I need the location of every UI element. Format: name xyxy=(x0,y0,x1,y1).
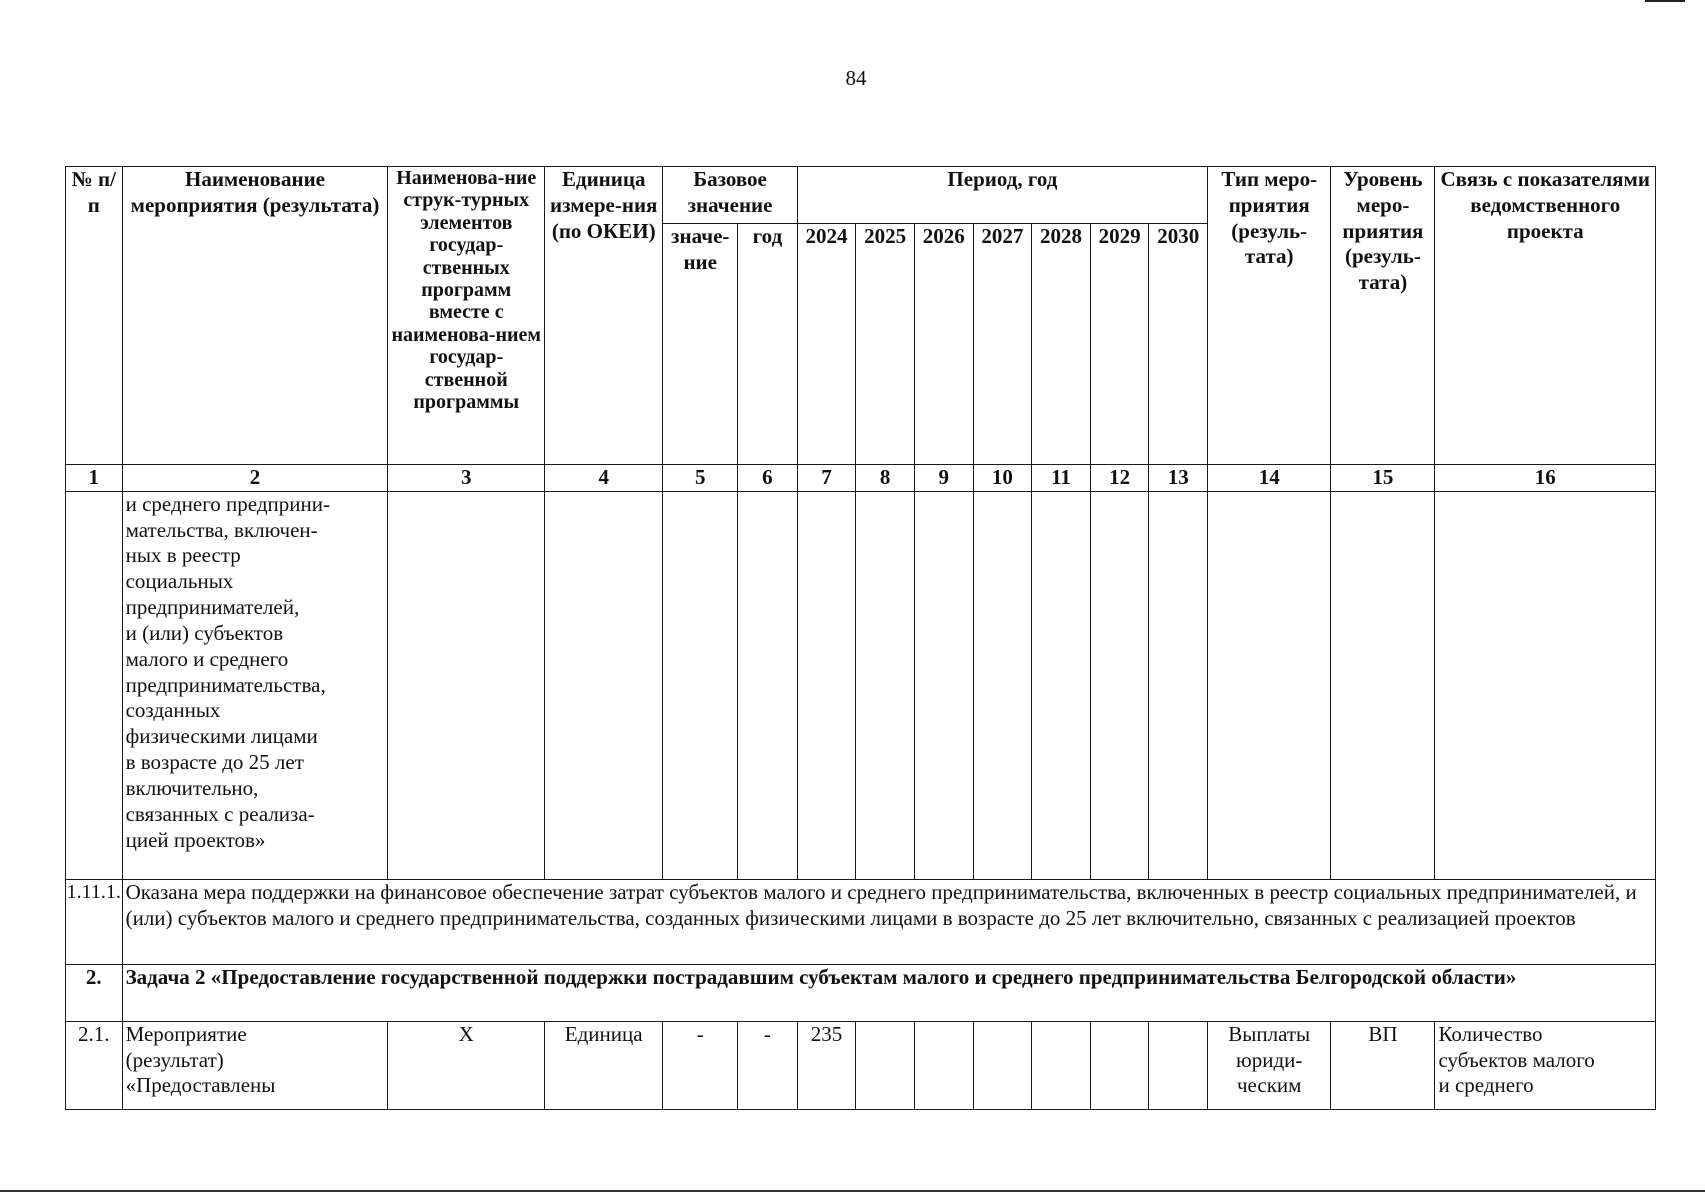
column-number: 6 xyxy=(738,465,798,492)
header-year-2029: 2029 xyxy=(1090,224,1149,465)
continuation-row xyxy=(66,491,1656,879)
row-task-2 xyxy=(66,964,1656,1021)
empty-cell xyxy=(663,491,738,879)
top-edge-mark xyxy=(1645,0,1685,2)
unit: Единица xyxy=(545,1021,663,1109)
row-text: Оказана мера поддержки на финансовое обеспечение затрат субъектов малого и среднего предпринимательства, включенных в реестр социальных предпринимателей, и (или) субъектов малого и среднего предпринимательства, созданных физическими лицами в возрасте до 25 лет включительно, связанных с реализацией проектов xyxy=(122,879,1655,964)
header-year-2025: 2025 xyxy=(856,224,915,465)
text-line: включительно, xyxy=(125,775,259,800)
text-line: Количество xyxy=(1438,1021,1543,1046)
column-number: 2 xyxy=(122,465,388,492)
event-level: ВП xyxy=(1331,1021,1435,1109)
column-number: 13 xyxy=(1149,465,1208,492)
project-link xyxy=(1435,1021,1656,1109)
header-base-value: значе-ние xyxy=(663,224,738,465)
column-number: 14 xyxy=(1208,465,1331,492)
event-name xyxy=(122,1021,388,1109)
column-number: 11 xyxy=(1032,465,1091,492)
empty-cell xyxy=(973,491,1032,879)
header-event-name: Наименование мероприятия (результата) xyxy=(122,167,388,465)
row-number: 2. xyxy=(66,964,123,1021)
column-number: 12 xyxy=(1090,465,1149,492)
text-line: предпринимателей, xyxy=(125,595,300,620)
empty-cell xyxy=(1090,491,1149,879)
row-1-11-1 xyxy=(66,879,1656,964)
column-number: 7 xyxy=(797,465,856,492)
empty-cell xyxy=(1149,491,1208,879)
structural-element: Х xyxy=(388,1021,545,1109)
text-line: субъектов малого xyxy=(1438,1047,1595,1072)
column-number: 4 xyxy=(545,465,663,492)
continuation-event-name xyxy=(122,491,388,879)
row-2-1 xyxy=(66,1021,1656,1109)
text-line: связанных с реализа- xyxy=(125,801,315,826)
empty-cell xyxy=(1032,1021,1091,1109)
header-project-link: Связь с показателями ведомственного проекта xyxy=(1435,167,1656,465)
text-line: юриди- xyxy=(1236,1047,1303,1072)
empty-cell xyxy=(973,1021,1032,1109)
header-number: № п/п xyxy=(66,167,123,465)
header-year-2028: 2028 xyxy=(1032,224,1091,465)
text-line: «Предоставлены xyxy=(125,1073,276,1098)
header-period-group: Период, год xyxy=(797,167,1207,224)
column-number: 15 xyxy=(1331,465,1435,492)
column-number: 8 xyxy=(856,465,915,492)
empty-cell xyxy=(1032,491,1091,879)
text-line: мательства, включен- xyxy=(125,517,318,542)
text-line: предпринимательства, xyxy=(125,672,326,697)
text-line: и среднего предприни- xyxy=(125,491,330,516)
header-year-2030: 2030 xyxy=(1149,224,1208,465)
empty-cell xyxy=(856,491,915,879)
event-type xyxy=(1208,1021,1331,1109)
empty-cell xyxy=(1208,491,1331,879)
text-line: (результат) xyxy=(125,1047,224,1072)
empty-cell xyxy=(914,1021,973,1109)
empty-cell xyxy=(1149,1021,1208,1109)
empty-cell xyxy=(738,491,798,879)
empty-cell xyxy=(797,491,856,879)
column-number: 1 xyxy=(66,465,123,492)
row-number: 2.1. xyxy=(66,1021,123,1109)
header-base-value-group: Базовое значение xyxy=(663,167,797,224)
text-line: физическими лицами xyxy=(125,724,318,749)
text-line: и (или) субъектов xyxy=(125,620,284,645)
empty-cell xyxy=(1435,491,1656,879)
text-line: созданных xyxy=(125,698,221,723)
header-year-2026: 2026 xyxy=(914,224,973,465)
base-year: - xyxy=(738,1021,798,1109)
text-line: Мероприятие xyxy=(125,1021,247,1046)
header-base-year: год xyxy=(738,224,798,465)
empty-cell xyxy=(1090,1021,1149,1109)
text-line: и среднего xyxy=(1438,1073,1534,1098)
text-line: цией проектов» xyxy=(125,827,266,852)
column-number: 3 xyxy=(388,465,545,492)
value-2024: 235 xyxy=(797,1021,856,1109)
column-number-row xyxy=(66,465,1656,492)
text-line: Выплаты xyxy=(1228,1021,1311,1046)
empty-cell xyxy=(856,1021,915,1109)
empty-cell xyxy=(66,491,123,879)
base-value: - xyxy=(663,1021,738,1109)
header-unit: Единица измере-ния (по ОКЕИ) xyxy=(545,167,663,465)
column-number: 9 xyxy=(914,465,973,492)
header-year-2024: 2024 xyxy=(797,224,856,465)
empty-cell xyxy=(914,491,973,879)
header-row-top xyxy=(66,167,1656,224)
page-number: 84 xyxy=(845,66,867,90)
events-table xyxy=(65,166,1656,1110)
column-number: 5 xyxy=(663,465,738,492)
header-structural-elements: Наименова-ние струк-турных элементов государ-ственных программ вместе с наименова-нием государ-ственной программы xyxy=(388,167,545,465)
header-year-2027: 2027 xyxy=(973,224,1032,465)
empty-cell xyxy=(545,491,663,879)
empty-cell xyxy=(1331,491,1435,879)
text-line: в возрасте до 25 лет xyxy=(125,750,304,775)
text-line: социальных xyxy=(125,569,234,594)
task-title: Задача 2 «Предоставление государственной поддержки пострадавшим субъектам малого и среднего предпринимательства Белгородской области» xyxy=(122,964,1655,1021)
column-number: 10 xyxy=(973,465,1032,492)
header-event-level: Уровень меро-приятия (резуль-тата) xyxy=(1331,167,1435,465)
row-number: 1.11.1. xyxy=(66,879,123,964)
header-event-type: Тип меро-приятия (резуль-тата) xyxy=(1208,167,1331,465)
text-line: ных в реестр xyxy=(125,543,241,568)
empty-cell xyxy=(388,491,545,879)
text-line: малого и среднего xyxy=(125,646,289,671)
text-line: ческим xyxy=(1236,1073,1302,1098)
bottom-edge-line xyxy=(0,1190,1705,1192)
column-number: 16 xyxy=(1435,465,1656,492)
